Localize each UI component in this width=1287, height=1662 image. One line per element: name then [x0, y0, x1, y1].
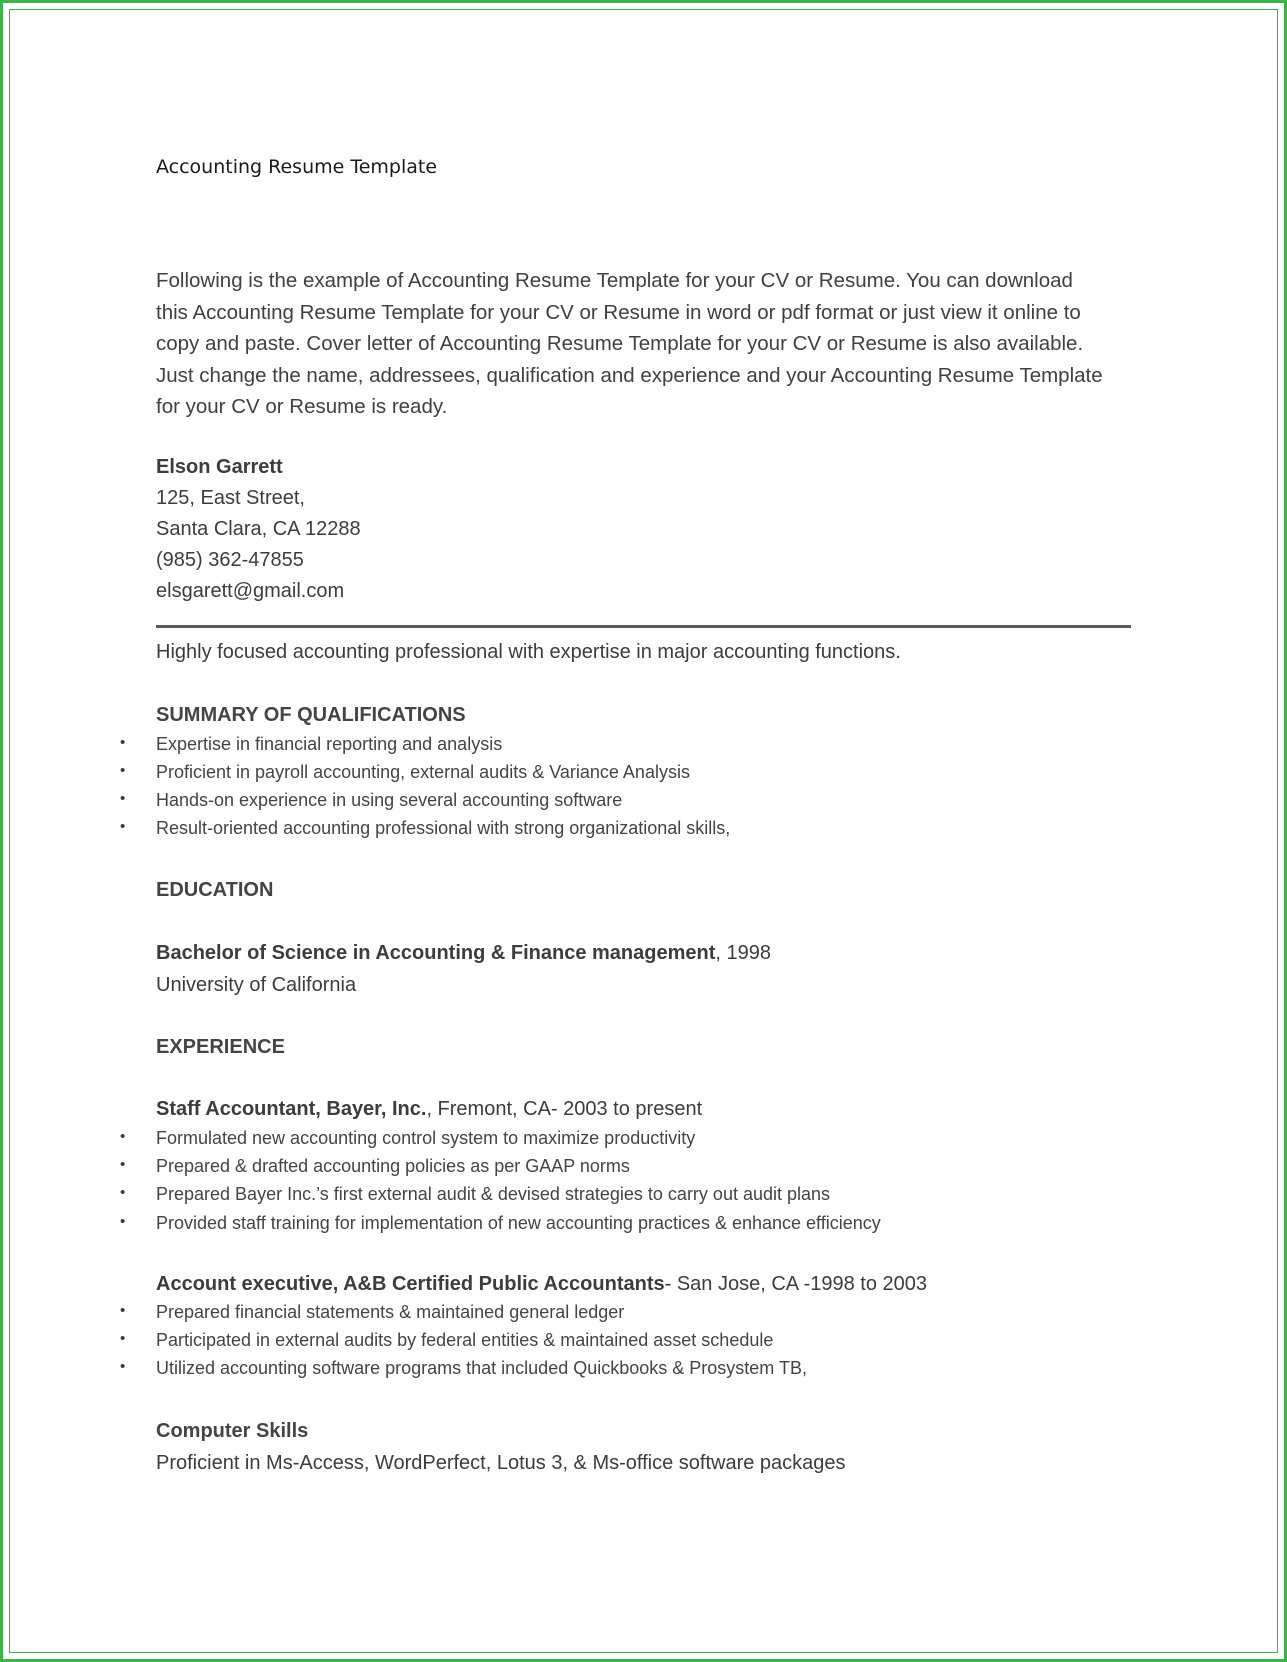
- degree-line: [156, 942, 771, 965]
- list-item: • Proficient in payroll accounting, external audits & Variance Analysis: [120, 762, 690, 782]
- experience-heading: EXPERIENCE: [156, 1036, 285, 1058]
- degree-title: Bachelor of Science in Accounting & Finance management: [156, 942, 716, 964]
- bullet-icon: •: [120, 1213, 126, 1230]
- summary-heading: SUMMARY OF QUALIFICATIONS: [156, 704, 466, 726]
- list-item: • Formulated new accounting control system to maximize productivity: [120, 1128, 696, 1148]
- bullet-icon: •: [120, 1302, 126, 1319]
- job-title: Account executive, A&B Certified Public Accountants: [156, 1273, 665, 1295]
- job-meta: , Fremont, CA- 2003 to present: [426, 1098, 703, 1120]
- list-item: • Hands-on experience in using several accounting software: [120, 790, 623, 810]
- intro-line: Just change the name, addressees, qualification and experience and your Accounting Resume Template: [156, 363, 1103, 387]
- list-item: • Expertise in financial reporting and analysis: [120, 734, 503, 754]
- objective-statement: Highly focused accounting professional with expertise in major accounting functions.: [156, 641, 901, 663]
- intro-line: copy and paste. Cover letter of Accounting Resume Template for your CV or Resume is also available.: [156, 332, 1084, 355]
- skills-text: Proficient in Ms-Access, WordPerfect, Lotus 3, & Ms-office software packages: [156, 1452, 846, 1474]
- bullet-icon: •: [120, 1330, 126, 1347]
- job-header: [156, 1273, 927, 1296]
- degree-year: , 1998: [715, 942, 771, 964]
- intro-paragraph: [156, 265, 1131, 423]
- document-title: Accounting Resume Template: [156, 156, 438, 178]
- job-title: Staff Accountant, Bayer, Inc.: [156, 1098, 427, 1120]
- list-item: • Prepared & drafted accounting policies as per GAAP norms: [120, 1156, 630, 1176]
- skills-heading: Computer Skills: [156, 1420, 309, 1442]
- bullet-icon: •: [120, 1128, 126, 1145]
- job-meta: - San Jose, CA -1998 to 2003: [664, 1273, 928, 1295]
- intro-line: for your CV or Resume is ready.: [156, 395, 448, 418]
- divider-line: [156, 625, 1131, 628]
- list-item: • Utilized accounting software programs that included Quickbooks & Prosystem TB,: [120, 1358, 807, 1378]
- bullet-icon: •: [120, 790, 126, 807]
- contact-street: 125, East Street,: [156, 487, 305, 509]
- list-item: • Provided staff training for implementation of new accounting practices & enhance efficiency: [120, 1213, 881, 1233]
- intro-line: this Accounting Resume Template for your CV or Resume in word or pdf format or just view it online to: [156, 300, 1081, 324]
- education-heading: EDUCATION: [156, 879, 274, 901]
- bullet-icon: •: [120, 734, 126, 751]
- list-item: • Participated in external audits by federal entities & maintained asset schedule: [120, 1330, 774, 1350]
- bullet-icon: •: [120, 1184, 126, 1201]
- contact-email: elsgarett@gmail.com: [156, 580, 345, 602]
- contact-name: Elson Garrett: [156, 456, 283, 478]
- bullet-icon: •: [120, 1156, 126, 1173]
- bullet-icon: •: [120, 1358, 126, 1375]
- bullet-icon: •: [120, 818, 126, 835]
- list-item: • Prepared Bayer Inc.’s first external audit & devised strategies to carry out audit plans: [120, 1184, 831, 1204]
- job-header: [156, 1098, 702, 1121]
- school-name: University of California: [156, 974, 357, 996]
- bullet-icon: •: [120, 762, 126, 779]
- contact-phone: (985) 362-47855: [156, 549, 304, 571]
- intro-line: Following is the example of Accounting Resume Template for your CV or Resume. You can download: [156, 269, 1073, 292]
- list-item: • Prepared financial statements & maintained general ledger: [120, 1302, 625, 1322]
- list-item: • Result-oriented accounting professional with strong organizational skills,: [120, 818, 731, 838]
- contact-city: Santa Clara, CA 12288: [156, 518, 361, 540]
